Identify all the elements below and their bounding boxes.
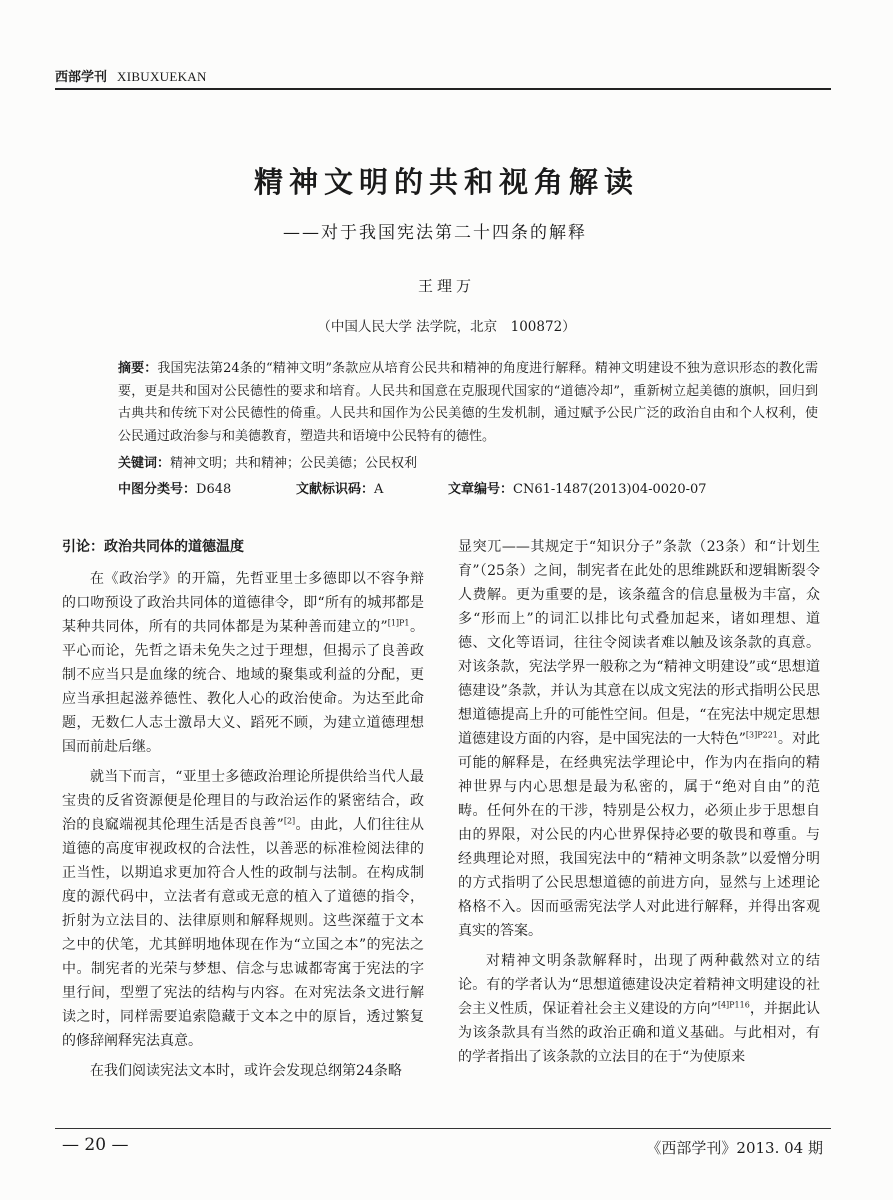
abstract-label: 摘要： <box>118 361 158 376</box>
issue-info: 《西部学刊》2013. 04 期 <box>646 1139 823 1157</box>
footer-rule <box>55 1128 831 1129</box>
abstract <box>118 358 818 448</box>
clc-field <box>118 482 231 497</box>
doc-code-value: A <box>374 482 384 497</box>
citation-ref: [1]P1 <box>387 618 410 628</box>
page-number: — 20 — <box>62 1135 129 1155</box>
section-heading: 引论：政治共同体的道德温度 <box>62 539 244 555</box>
doc-code-label: 文献标识码： <box>296 482 375 497</box>
citation-ref: [2] <box>283 816 296 826</box>
article-no-field <box>448 478 707 497</box>
citation-ref: [4]P116 <box>717 1000 750 1010</box>
article-subtitle: ——对于我国宪法第二十四条的解释 <box>283 223 587 243</box>
doc-code-field <box>296 478 383 497</box>
article-no-value: CN61-1487(2013)04-0020-07 <box>513 482 707 497</box>
abstract-text: 我国宪法第24条的“精神文明”条款应从培育公民共和精神的角度进行解释。精神文明建设不独为意识形态的教化需要，更是共和国对公民德性的要求和培育。人民共和国意在克服现代国家的“道德冷却”，重新树立起美德的旗帜，回归到古典共和传统下对公民德性的倚重。人民共和国作为公民美德的生发机制，通过赋予公民广泛的政治自由和个人权利，使公民通过政治参与和美德教育，塑造共和语境中公民特有的德性。 <box>118 361 818 444</box>
paragraph: 就当下而言，“亚里士多德政治理论所提供给当代人最宝贵的反省资源便是伦理目的与政治运作的紧密结合，政治的良窳端视其伦理生活是否良善”[2]。由此，人们往往从道德的高度审视政权的合法性，以善恶的标准检阅法律的正当性，以期追求更加符合人性的政制与法制。在构成制度的源代码中，立法者有意或无意的植入了道德的指令，折射为立法目的、法律原则和解释规则。这些深蕴于文本之中的伏笔，尤其鲜明地体现在作为“立国之本”的宪法之中。制宪者的光荣与梦想、信念与忠诚都寄寓于宪法的字里行间，型塑了宪法的结构与内容。在对宪法条文进行解读之时，同样需要追索隐藏于文本之中的原旨，透过繁复的修辞阐释宪法真意。 <box>62 769 424 1049</box>
right-column <box>458 535 820 1075</box>
author-name: 王理万 <box>417 277 475 295</box>
header-rule <box>55 88 831 90</box>
citation-ref: [3]P221 <box>745 730 778 740</box>
keywords-label: 关键词： <box>118 456 171 471</box>
paragraph: 显突兀——其规定于“知识分子”条款（23条）和“计划生育”（25条）之间，制宪者在此处的思维跳跃和逻辑断裂令人费解。更为重要的是，该条蕴含的信息量极为丰富，众多“形而上”的词汇以排比句式叠加起来，诸如理想、道德、文化等语词，往往令阅读者难以触及该条款的真意。对该条款，宪法学界一般称之为“精神文明建设”或“思想道德建设”条款，并认为其意在以成文宪法的形式指明公民思想道德提高上升的可能性空间。但是，“在宪法中规定思想道德建设方面的内容，是中国宪法的一大特色”$^{[3]P221}$。对此可能的解释是，在经典宪法学理论中，作为内在指向的精神世界与内心思想是最为私密的，属于“绝对自由”的范畴。任何外在的干涉，特别是公权力，必须止步于思想自由的界限，对公民的内心世界保持必要的敬畏和尊重。与经典理论对照，我国宪法中的“精神文明条款”以爱憎分明的方式指明了公民思想道德的前进方向，显然与上述理论格格不入。因而亟需宪法学人对此进行解释，并得出客观真实的答案。 <box>458 539 821 939</box>
journal-name-cn: 西部学刊 <box>55 70 108 85</box>
keywords-text: 精神文明；共和精神；公民美德；公民权利 <box>170 456 418 471</box>
article-no-label: 文章编号： <box>448 482 514 497</box>
classification-line <box>118 478 818 497</box>
paragraph: 对精神文明条款解释时，出现了两种截然对立的结论。有的学者认为“思想道德建设决定着精神文明建设的社会主义性质，保证着社会主义建设的方向”$^{[4]P116}$，并据此认为该条款具有当然的政治正确和道义基础。与此相对，有的学者指出了该条款的立法目的在于“为使原来 <box>458 953 821 1065</box>
paragraph: 在我们阅读宪法文本时，或许会发现总纲第24条略 <box>90 1063 402 1079</box>
keywords <box>118 452 417 471</box>
running-header <box>55 66 207 85</box>
journal-name-pinyin: XIBUXUEKAN <box>117 69 207 84</box>
author-affiliation: （中国人民大学 法学院，北京 100872） <box>317 319 576 335</box>
clc-value: D648 <box>196 482 232 497</box>
left-column <box>62 535 424 1089</box>
clc-label: 中图分类号： <box>118 482 197 497</box>
article-title: 精神文明的共和视角解读 <box>253 165 639 199</box>
paragraph: 在《政治学》的开篇，先哲亚里士多德即以不容争辩的口吻预设了政治共同体的道德律令，即“所有的城邦都是某种共同体，所有的共同体都是为某种善而建立的”$^{[1]P1}$。平心而论，先哲之语未免失之过于理想，但揭示了良善政制不应当只是血缘的统合、地域的聚集或利益的分配，更应当承担起滋养德性、教化人心的政治使命。为达至此命题，无数仁人志士激昂大义、蹈死不顾，为建立道德理想国而前赴后继。 <box>62 571 425 755</box>
